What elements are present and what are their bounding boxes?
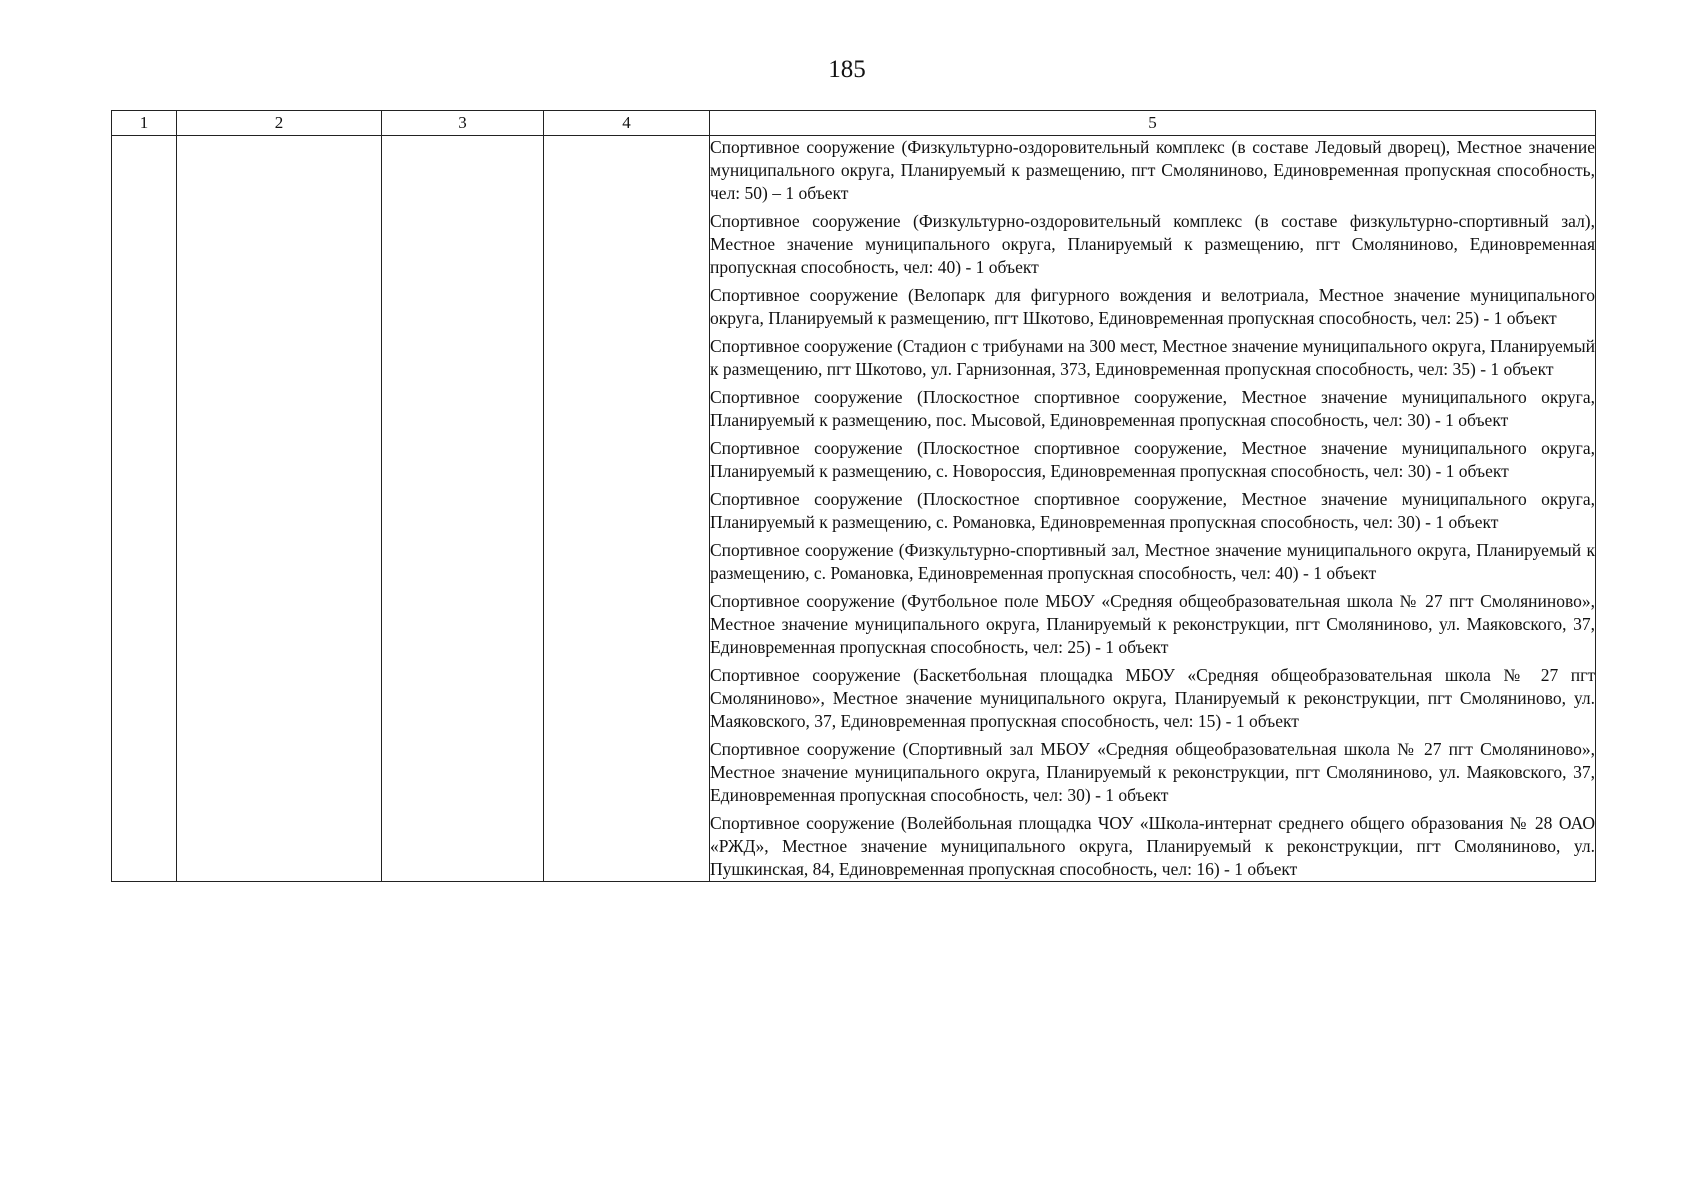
column-header-5: 5 [710, 111, 1596, 136]
facility-entry: Спортивное сооружение (Плоскостное спортивное сооружение, Местное значение муниципального округа, Планируемый к размещению, с. Романовка, Единовременная пропускная способность, чел: 30) - 1 объект [710, 489, 1595, 532]
cell-column-1 [112, 136, 177, 882]
document-table [111, 110, 1596, 882]
facility-entry: Спортивное сооружение (Физкультурно-оздоровительный комплекс (в составе Ледовый дворец), Местное значение муниципального округа, Планируемый к размещению, пгт Смоляниново, Единовременная пропускная способность, чел: 50) – 1 объект [710, 137, 1595, 203]
header-row [112, 111, 1596, 136]
cell-column-2 [177, 136, 382, 882]
table-header [112, 111, 1596, 136]
cell-column-5 [710, 136, 1596, 882]
cell-column-4 [544, 136, 710, 882]
facility-entry: Спортивное сооружение (Плоскостное спортивное сооружение, Местное значение муниципального округа, Планируемый к размещению, с. Новороссия, Единовременная пропускная способность, чел: 30) - 1 объект [710, 438, 1595, 481]
page-number: 185 [828, 56, 866, 83]
facility-entry: Спортивное сооружение (Плоскостное спортивное сооружение, Местное значение муниципального округа, Планируемый к размещению, пос. Мысовой, Единовременная пропускная способность, чел: 30) - 1 объект [710, 387, 1595, 430]
column-header-3: 3 [382, 111, 544, 136]
facility-entry: Спортивное сооружение (Волейбольная площадка ЧОУ «Школа-интернат среднего общего образования № 28 ОАО «РЖД», Местное значение муниципального округа, Планируемый к реконструкции, пгт Смоляниново, ул. Пушкинская, 84, Единовременная пропускная способность, чел: 16) - 1 объект [710, 813, 1595, 879]
column-header-2: 2 [177, 111, 382, 136]
table-body [112, 136, 1596, 882]
facility-entry: Спортивное сооружение (Футбольное поле МБОУ «Средняя общеобразовательная школа № 27 пгт Смоляниново», Местное значение муниципального округа, Планируемый к реконструкции, пгт Смоляниново, ул. Маяковского, 37, Единовременная пропускная способность, чел: 25) - 1 объект [710, 591, 1595, 657]
column-header-4: 4 [544, 111, 710, 136]
facility-entry: Спортивное сооружение (Спортивный зал МБОУ «Средняя общеобразовательная школа № 27 пгт Смоляниново», Местное значение муниципального округа, Планируемый к реконструкции, пгт Смоляниново, ул. Маяковского, 37, Единовременная пропускная способность, чел: 30) - 1 объект [710, 739, 1595, 805]
cell-column-3 [382, 136, 544, 882]
facility-entry: Спортивное сооружение (Баскетбольная площадка МБОУ «Средняя общеобразовательная школа № 27 пгт Смоляниново», Местное значение муниципального округа, Планируемый к реконструкции, пгт Смоляниново, ул. Маяковского, 37, Единовременная пропускная способность, чел: 15) - 1 объект [710, 665, 1595, 731]
column-header-1: 1 [112, 111, 177, 136]
facility-entry: Спортивное сооружение (Физкультурно-спортивный зал, Местное значение муниципального округа, Планируемый к размещению, с. Романовка, Единовременная пропускная способность, чел: 40) - 1 объект [710, 540, 1595, 583]
facility-entry: Спортивное сооружение (Стадион с трибунами на 300 мест, Местное значение муниципального округа, Планируемый к размещению, пгт Шкотово, ул. Гарнизонная, 373, Единовременная пропускная способность, чел: 35) - 1 объект [710, 336, 1595, 379]
facility-entry: Спортивное сооружение (Велопарк для фигурного вождения и велотриала, Местное значение муниципального округа, Планируемый к размещению, пгт Шкотово, Единовременная пропускная способность, чел: 25) - 1 объект [710, 285, 1595, 328]
facility-entry: Спортивное сооружение (Физкультурно-оздоровительный комплекс (в составе физкультурно-спортивный зал), Местное значение муниципального округа, Планируемый к размещению, пгт Смоляниново, Единовременная пропускная способность, чел: 40) - 1 объект [710, 211, 1595, 277]
table-row [112, 136, 1596, 882]
